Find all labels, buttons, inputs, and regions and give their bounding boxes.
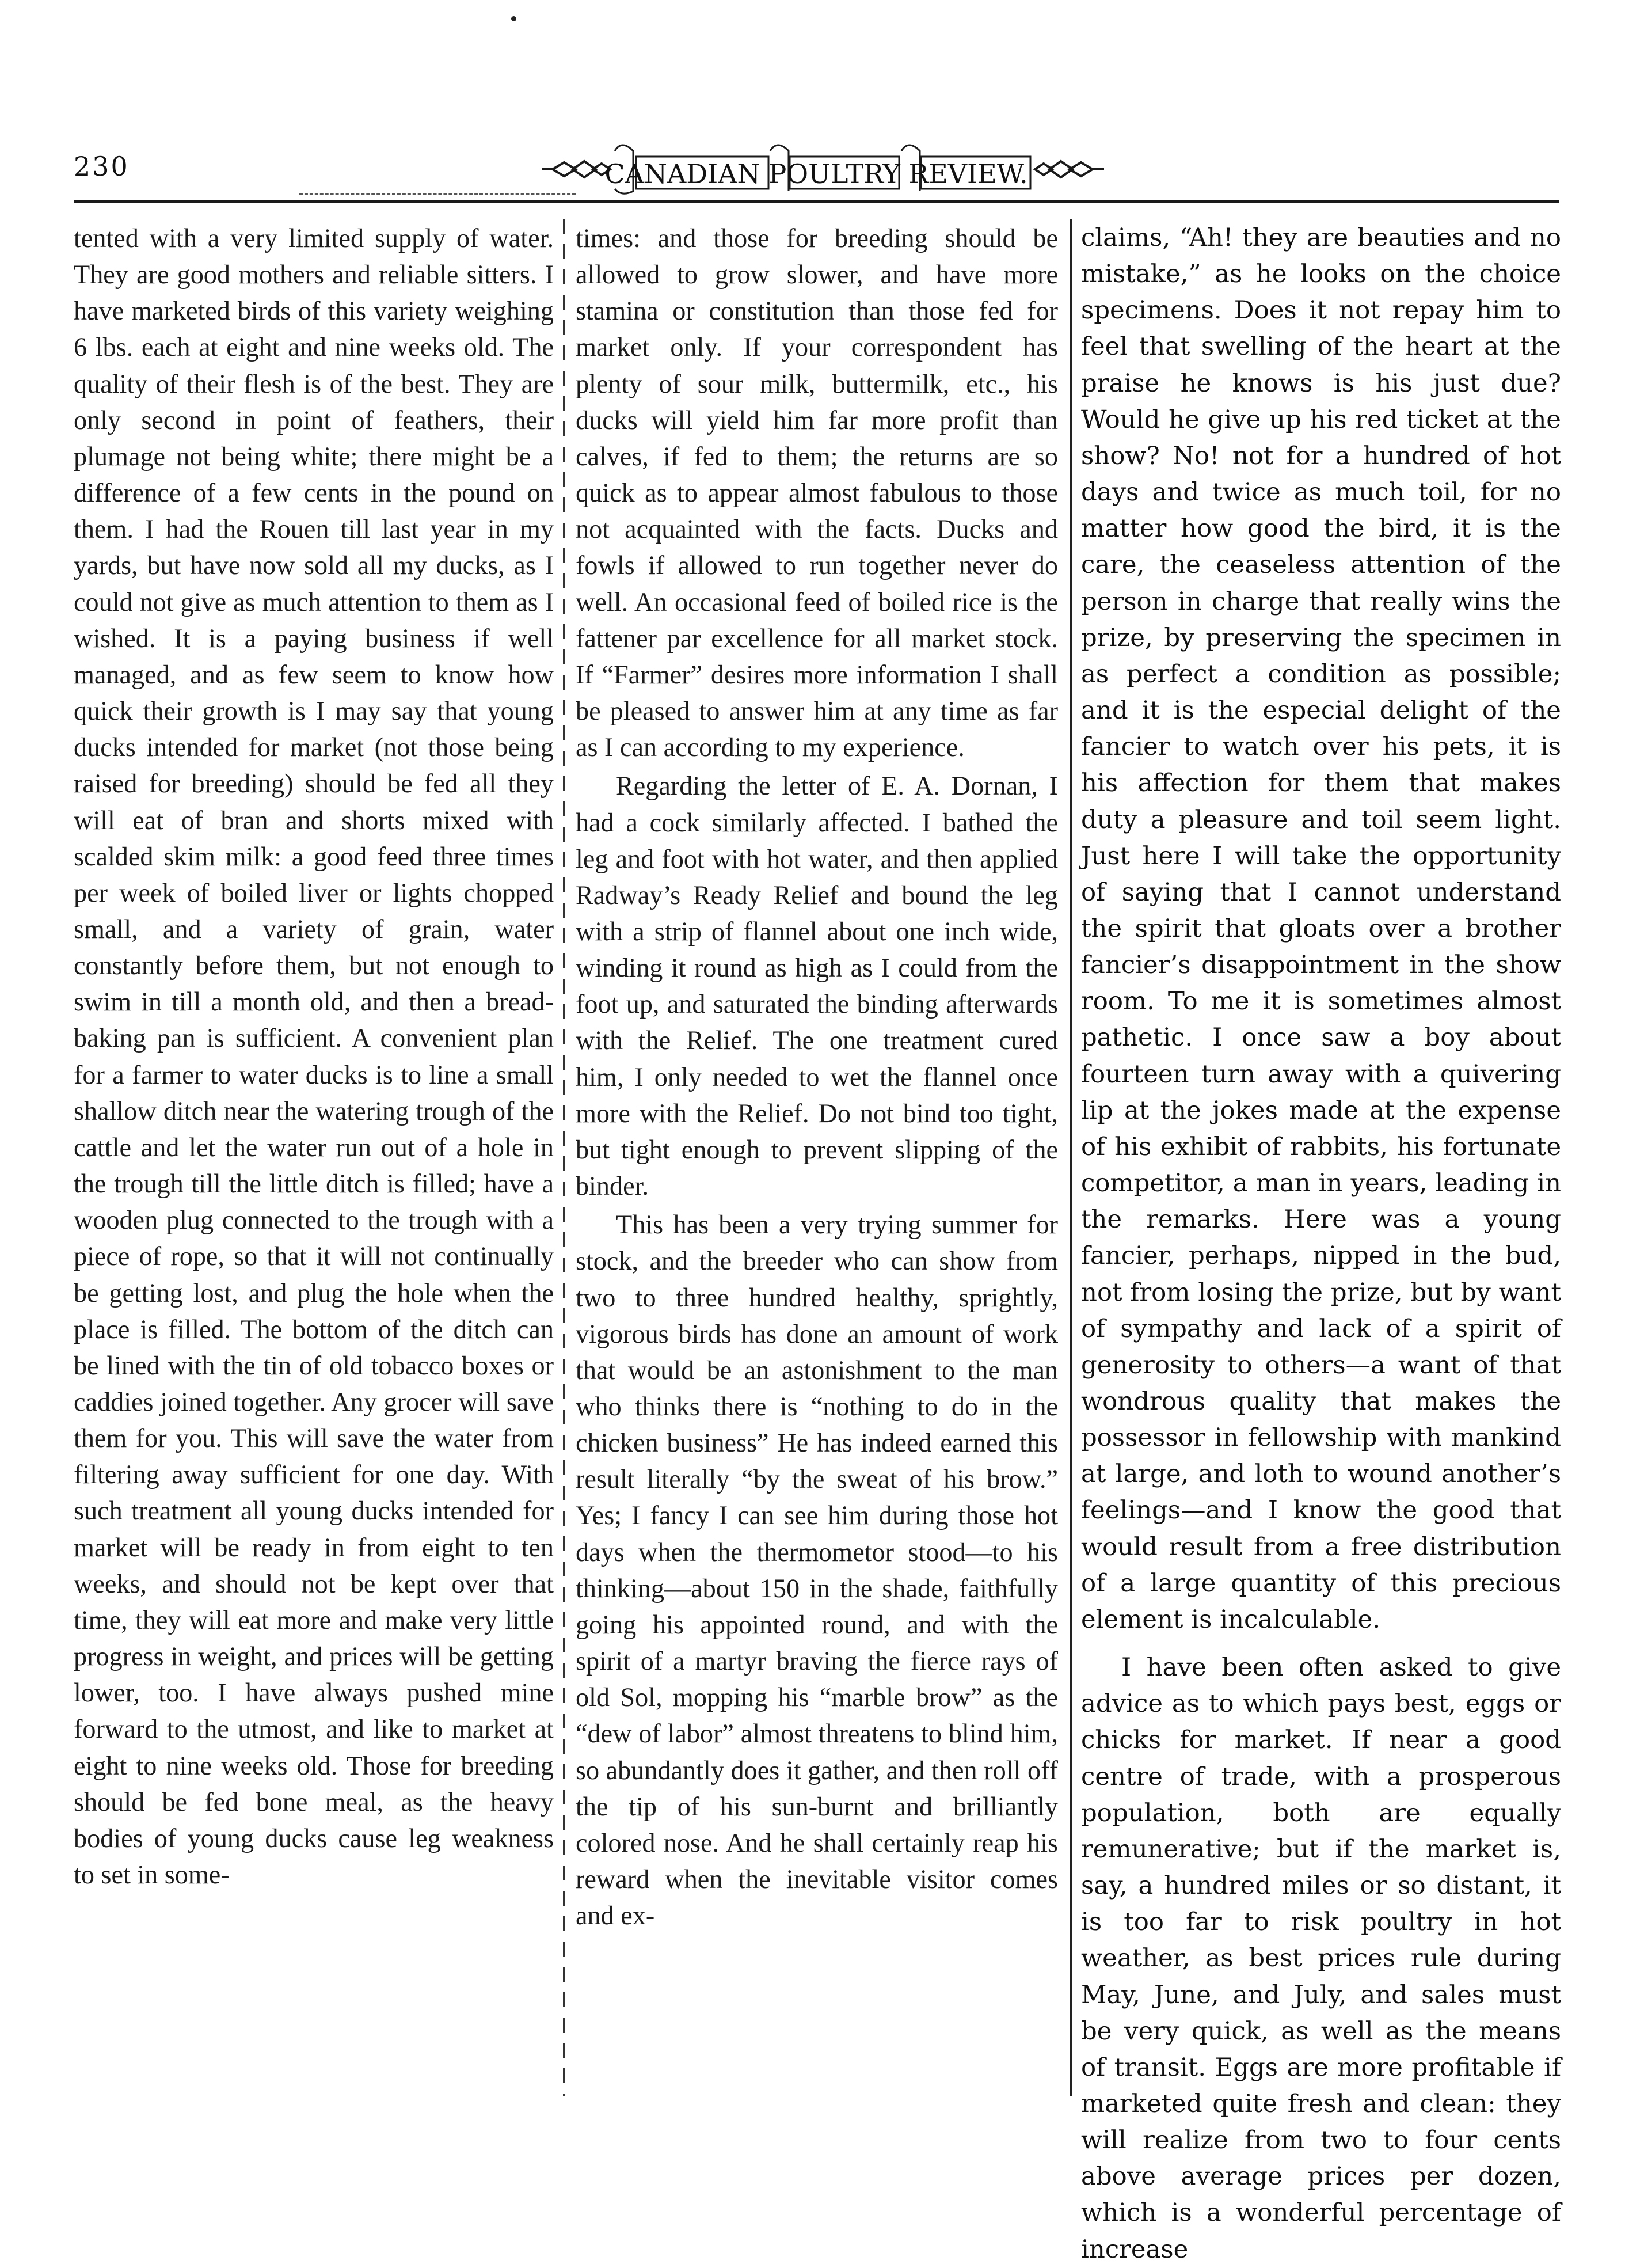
masthead-ornament	[541, 134, 1105, 203]
header-dashed-rule	[299, 193, 576, 197]
masthead-title: CANADIAN POULTRY REVIEW.	[604, 158, 1028, 189]
column-2-paragraph-3: This has been a very trying summer for stock, and the breeder who can show from two to three hundred healthy, sprightly, vigorous birds has done an amount of work that would be an astonishment to the man who thinks there is “nothing to do in the chicken business” He has indeed earned this result literally “by the sweat of his brow.” Yes; I fancy I can see him during those hot days when the thermometor stood—to his thinking—about 150 in the shade, faithfully going his appointed round, and with the spirit of a martyr braving the fierce rays of old Sol, mopping his “marble brow” as the “dew of labor” almost threatens to blind him, so abundantly does it gather, and then roll off the tip of his sun-burnt and brilliantly colored nose. And he shall certainly reap his reward when the inevitable visitor comes and ex-	[576, 1210, 1058, 1931]
ink-dot	[511, 16, 516, 21]
page-number: 230	[74, 151, 130, 182]
column-1	[74, 220, 554, 1893]
column-3	[1081, 220, 1561, 2268]
column-1-paragraph-1: tented with a very limited supply of water. They are good mothers and reliable sitters. I have marketed birds of this variety weighing 6 lbs. each at eight and nine weeks old. The quality of their flesh is of the best. They are only second in point of feathers, their plumage not being white; there might be a difference of a few cents in the pound on them. I had the Rouen till last year in my yards, but have now sold all my ducks, as I could not give as much attention to them as I wished. It is a paying business if well managed, and as few seem to know how quick their growth is I may say that young ducks intended for market (not those being raised for breeding) should be fed all they will eat of bran and shorts mixed with scalded skim milk: a good feed three times per week of boiled liver or lights chopped small, and a variety of grain, water constantly before them, but not enough to swim in till a month old, and then a bread-baking pan is sufficient. A convenient plan for a farmer to water ducks is to line a small shallow ditch near the watering trough of the cattle and let the water run out of a hole in the trough till the little ditch is filled; have a wooden plug connected to the trough with a piece of rope, so that it will not continually be getting lost, and plug the hole when the place is filled. The bottom of the ditch can be lined with the tin of old tobacco boxes or caddies joined together. Any grocer will save them for you. This will save the water from filtering away sufficient for one day. With such treatment all young ducks intended for market will be ready in from eight to ten weeks, and should not be kept over that time, they will eat more and make very little progress in weight, and prices will be getting lower, too. I have always pushed mine forward to the utmost, and like to market at eight to nine weeks old. Those for breeding should be fed bone meal, as the heavy bodies of young ducks cause leg weakness to set in some-	[74, 223, 554, 1890]
column-2	[576, 220, 1058, 1933]
column-3-paragraph-1: claims, “Ah! they are beauties and no mistake,” as he looks on the choice specimens. Does it not repay him to feel that swelling of the heart at the praise he knows is his just due? Would he give up his red ticket at the show? No! not for a hundred of hot days and twice as much toil, for no matter how good the bird, it is the care, the ceaseless attention of the person in charge that really wins the prize, by preserving the specimen in as perfect a condition as possible; and it is the especial delight of the fancier to watch over his pets, it is his affection for them that makes duty a pleasure and toil seem light. Just here I will take the opportunity of saying that I cannot understand the spirit that gloats over a brother fancier’s disappointment in the show room. To me it is sometimes almost pathetic. I once saw a boy about fourteen turn away with a quivering lip at the jokes made at the expense of his exhibit of rabbits, his fortunate competitor, a man in years, leading in the remarks. Here was a young fancier, perhaps, nipped in the bud, not from losing the prize, but by want of sympathy and lack of a spirit of generosity to others—a want of that wondrous quality that makes the possessor in fellowship with mankind at large, and loth to wound another’s feelings—and I know the good that would result from a free distribution of a large quantity of this precious element is incalculable.	[1081, 223, 1561, 1634]
masthead	[541, 134, 1105, 203]
column-3-paragraph-2: I have been often asked to give advice as to which pays best, eggs or chicks for market. If near a good centre of trade, with a prosperous population, both are equally remunerative; but if the market is, say, a hundred miles or so distant, it is too far to risk poultry in hot weather, as best prices rule during May, June, and July, and sales must be very quick, as well as the means of transit. Eggs are more profitable if marketed quite fresh and clean: they will realize from two to four cents above average prices per dozen, which is a wonderful percentage of increase	[1081, 1653, 1561, 2264]
header-rule	[74, 200, 1559, 203]
column-2-paragraph-2: Regarding the letter of E. A. Dornan, I had a cock similarly affected. I bathed the leg and foot with hot water, and then applied Radway’s Ready Relief and bound the leg with a strip of flannel about one inch wide, winding it round as high as I could from the foot up, and saturated the binding afterwards with the Relief. The one treatment cured him, I only needed to wet the flannel once more with the Relief. Do not bind too tight, but tight enough to prevent slipping of the binder.	[576, 771, 1058, 1201]
column-2-paragraph-1: times: and those for breeding should be allowed to grow slower, and have more stamina or constitution than those fed for market only. If your correspondent has plenty of sour milk, buttermilk, etc., his ducks will yield him far more profit than calves, if fed to them; the returns are so quick as to appear almost fabulous to those not acquainted with the facts. Ducks and fowls if allowed to run together never do well. An occasional feed of boiled rice is the fattener par excellence for all market stock. If “Farmer” desires more information I shall be pleased to answer him at any time as far as I can according to my experience.	[576, 223, 1058, 762]
column-divider-dotted	[563, 219, 565, 2096]
column-divider-solid	[1070, 219, 1072, 2096]
